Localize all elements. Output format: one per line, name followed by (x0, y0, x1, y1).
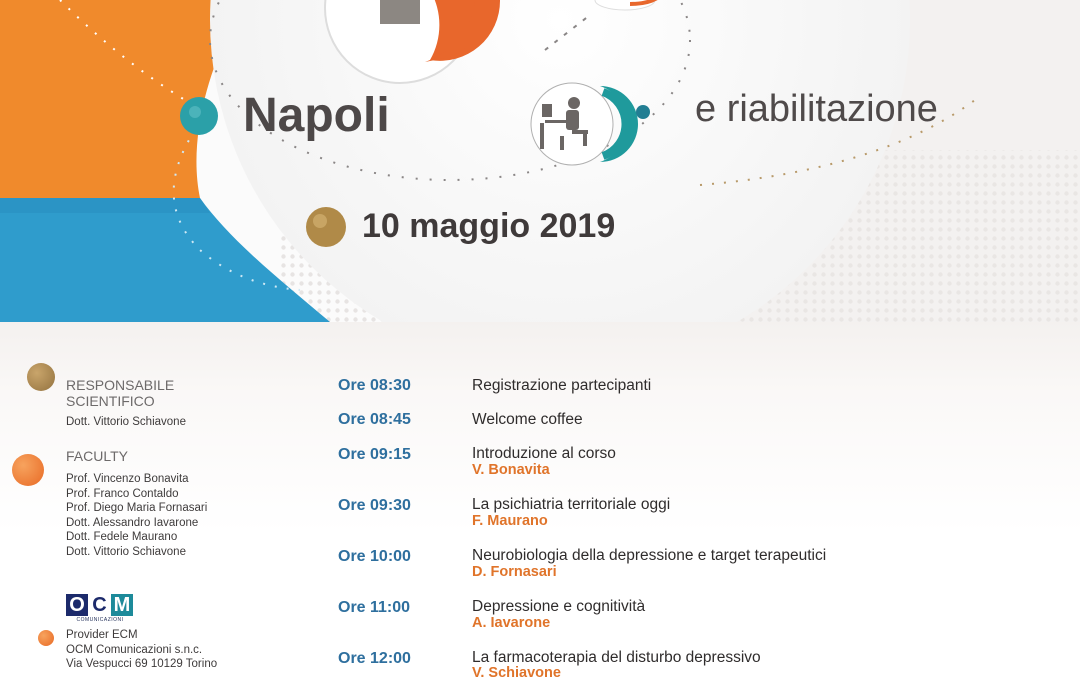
provider-company: OCM Comunicazioni s.n.c. (66, 643, 203, 656)
faculty-title: FACULTY (66, 448, 128, 464)
faculty-member: Prof. Diego Maria Fornasari (66, 502, 208, 514)
responsabile-title-line2: SCIENTIFICO (66, 393, 155, 409)
ocm-logo-o: O (66, 594, 88, 616)
ocm-logo-subtitle: COMUNICAZIONI (76, 617, 124, 623)
program-title: Introduzione al corso (472, 445, 616, 462)
faculty-member: Prof. Vincenzo Bonavita (66, 473, 189, 485)
header-banner (0, 0, 1080, 322)
ocm-logo (66, 594, 134, 622)
faculty-list (66, 472, 207, 559)
program-time: Ore 08:30 (338, 377, 411, 394)
header-graphic (0, 0, 1080, 322)
orange-bullet-icon (12, 454, 44, 486)
bronze-bullet-icon (27, 363, 55, 391)
program-speaker: F. Maurano (472, 513, 548, 529)
ocm-logo-m: M (111, 594, 133, 616)
program-speaker: V. Bonavita (472, 462, 550, 478)
program-speaker: D. Fornasari (472, 564, 557, 580)
provider-address: Via Vespucci 69 10129 Torino (66, 658, 218, 670)
responsabile-title-line1: RESPONSABILE (66, 377, 175, 393)
program-title: La farmacoterapia del disturbo depressivo (472, 649, 761, 666)
city-title: Napoli (243, 89, 390, 142)
program-title: Welcome coffee (472, 411, 583, 428)
program-title: Depressione e cognitività (472, 598, 646, 615)
event-date: 10 maggio 2019 (362, 207, 616, 245)
program-time: Ore 11:00 (338, 599, 411, 616)
provider-label: Provider ECM (66, 629, 138, 641)
responsabile-name: Dott. Vittorio Schiavone (66, 416, 186, 428)
ocm-logo-c: C (89, 594, 110, 616)
program-time: Ore 10:00 (338, 548, 411, 565)
program-time: Ore 08:45 (338, 411, 411, 428)
orange-shape (0, 0, 245, 198)
event-subtitle: e riabilitazione (695, 88, 938, 130)
program-speaker: V. Schiavone (472, 665, 561, 681)
faculty-member: Prof. Franco Contaldo (66, 487, 179, 500)
program-time: Ore 12:00 (338, 650, 411, 667)
provider-info (66, 628, 217, 672)
program-speaker: A. Iavarone (472, 615, 551, 631)
program-title: La psichiatria territoriale oggi (472, 496, 671, 513)
faculty-member: Dott. Vittorio Schiavone (66, 545, 186, 558)
program-time: Ore 09:30 (338, 497, 411, 514)
program-title: Registrazione partecipanti (472, 377, 652, 394)
faculty-member: Dott. Alessandro Iavarone (66, 516, 199, 529)
bronze-dot (306, 207, 346, 247)
program-time: Ore 09:15 (338, 446, 411, 463)
orange-small-bullet-icon (38, 630, 54, 646)
program-title: Neurobiologia della depressione e target terapeutici (472, 547, 827, 564)
small-teal-dot (636, 105, 650, 119)
responsabile-title (66, 377, 174, 409)
faculty-member: Dott. Fedele Maurano (66, 531, 178, 543)
